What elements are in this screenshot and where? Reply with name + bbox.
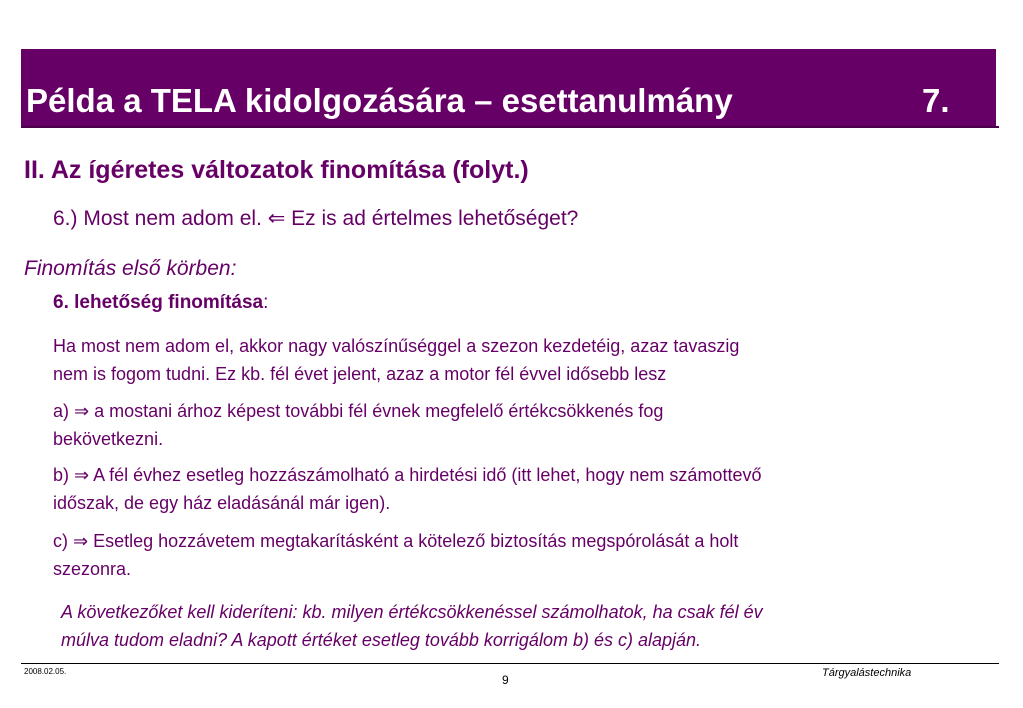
subtitle-colon: : (263, 292, 269, 313)
intro-line-1: Ha most nem adom el, akkor nagy valószínűséggel a szezon kezdetéig, azaz tavaszig (53, 336, 740, 356)
section-heading: II. Az ígéretes változatok finomítása (folyt.) (24, 156, 529, 184)
point-b-line-2: időszak, de egy ház eladásánál már igen). (53, 493, 391, 513)
subtitle-bold: 6. lehetőség finomítása (53, 292, 264, 313)
point-c-line-2: szezonra. (53, 559, 132, 579)
point-a-line-1: a) ⇒ a mostani árhoz képest további fél évnek megfelelő értékcsökkenés fog (53, 401, 664, 421)
point-b-line-1: b) ⇒ A fél évhez esetleg hozzászámolható a hirdetési idő (itt lehet, hogy nem számottevő (53, 465, 762, 485)
footer-divider (21, 663, 999, 664)
footer-course: Tárgyalástechnika (822, 667, 912, 679)
slide-title-number: 7. (922, 82, 950, 119)
conclusion-line-2: múlva tudom eladni? A kapott értéket esetleg tovább korrigálom b) és c) alapján. (61, 630, 702, 650)
option-line: 6.) Most nem adom el. ⇐ Ez is ad értelmes lehetőséget? (53, 207, 579, 230)
title-underline (21, 126, 999, 128)
slide-title: Példa a TELA kidolgozására – esettanulmány (26, 82, 733, 119)
conclusion-line-1: A következőket kell kideríteni: kb. milyen értékcsökkenéssel számolhatok, ha csak fél év (61, 602, 763, 622)
subtitle (53, 290, 268, 316)
page-number: 9 (502, 673, 509, 687)
point-c-line-1: c) ⇒ Esetleg hozzávetem megtakarításként a kötelező biztosítás megspórolását a holt (53, 531, 739, 551)
footer-date: 2008.02.05. (24, 667, 67, 676)
intro-line-2: nem is fogom tudni. Ez kb. fél évet jelent, azaz a motor fél évvel idősebb lesz (53, 364, 667, 384)
subheading: Finomítás első körben: (24, 257, 237, 280)
point-a-line-2: bekövetkezni. (53, 429, 164, 449)
